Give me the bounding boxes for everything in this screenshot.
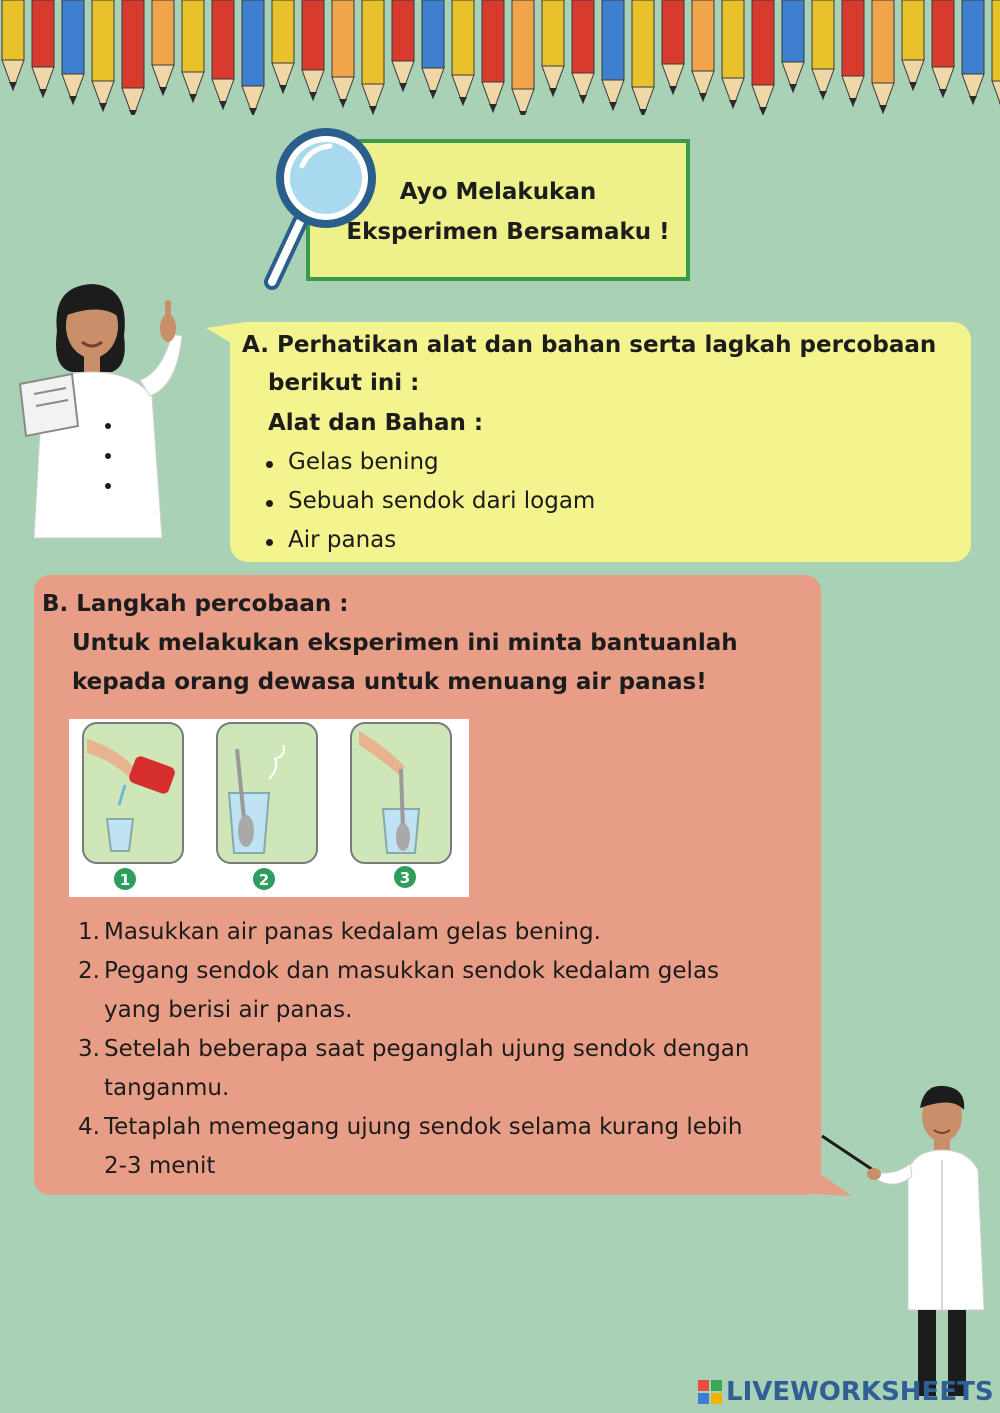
step-text: Tetaplah memegang ujung sendok selama kurang lebih	[104, 1114, 743, 1140]
pencil-icon	[962, 0, 984, 104]
pencil-icon	[122, 0, 144, 115]
liveworksheets-logo-icon	[698, 1380, 722, 1404]
pencil-icon	[212, 0, 234, 109]
liveworksheets-watermark	[726, 1377, 994, 1407]
step-1-label: 1	[119, 871, 131, 889]
step-number: 2.	[78, 958, 100, 984]
pencil-icon	[452, 0, 474, 105]
pencil-icon	[332, 0, 354, 107]
pencil-icon	[272, 0, 294, 93]
step-1-panel-image	[83, 723, 183, 863]
pencil-icon	[2, 0, 24, 90]
step-text: 2-3 menit	[104, 1153, 216, 1179]
step-2-label: 2	[258, 871, 270, 889]
pencil-icon	[62, 0, 84, 104]
pencil-icon	[632, 0, 654, 115]
pencil-icon	[542, 0, 564, 96]
pencil-icon	[302, 0, 324, 100]
male-scientist-illustration	[816, 1080, 1000, 1400]
pencil-icon	[932, 0, 954, 97]
pencil-icon	[602, 0, 624, 110]
step-text: yang berisi air panas.	[104, 997, 353, 1023]
pencil-icon	[992, 0, 1000, 111]
tool-item: Sebuah sendok dari logam	[288, 488, 596, 514]
pencil-icon	[692, 0, 714, 101]
magnifier-icon	[258, 122, 378, 292]
pencil-icon	[242, 0, 264, 115]
tool-item: Air panas	[288, 527, 397, 553]
pencil-icon	[842, 0, 864, 106]
step-text: tanganmu.	[104, 1075, 230, 1101]
step-number: 3.	[78, 1036, 100, 1062]
safety-warning-line-1: Untuk melakukan eksperimen ini minta bantuanlah	[72, 630, 738, 656]
section-a-heading: A. Perhatikan alat dan bahan serta lagkah percobaan	[242, 332, 937, 358]
watermark-text: LIVEWORKSHEETS	[726, 1377, 994, 1407]
pencil-border-decoration	[0, 0, 1000, 115]
step-3-panel-image	[351, 723, 451, 863]
step-2-panel-image	[217, 723, 317, 863]
step-number: 4.	[78, 1114, 100, 1140]
pencil-icon	[872, 0, 894, 113]
pencil-icon	[152, 0, 174, 95]
pencil-icon	[662, 0, 684, 94]
female-scientist-illustration	[12, 276, 202, 546]
pencil-icon	[752, 0, 774, 115]
pencil-icon	[362, 0, 384, 114]
step-number: 1.	[78, 919, 100, 945]
section-a-heading-continued: berikut ini :	[268, 370, 420, 396]
pencil-icon	[812, 0, 834, 99]
pencil-icon	[512, 0, 534, 115]
pencil-icon	[482, 0, 504, 112]
section-b-heading: B. Langkah percobaan :	[42, 591, 349, 617]
tool-item: Gelas bening	[288, 449, 439, 475]
pencil-icon	[92, 0, 114, 111]
pencil-icon	[902, 0, 924, 90]
step-text: Masukkan air panas kedalam gelas bening.	[104, 919, 601, 945]
title-line-2: Eksperimen Bersamaku !	[346, 219, 670, 245]
pencil-icon	[572, 0, 594, 103]
section-a-tools-panel	[230, 322, 971, 562]
pencil-icon	[32, 0, 54, 97]
section-b-steps-panel	[34, 575, 821, 1195]
title-line-1: Ayo Melakukan	[399, 179, 597, 205]
step-text: Setelah beberapa saat peganglah ujung sendok dengan	[104, 1036, 750, 1062]
experiment-steps-illustration	[69, 719, 469, 897]
pencil-icon	[182, 0, 204, 102]
pencil-icon	[392, 0, 414, 91]
pencil-icon	[782, 0, 804, 92]
step-text: Pegang sendok dan masukkan sendok kedalam gelas	[104, 958, 720, 984]
safety-warning-line-2: kepada orang dewasa untuk menuang air panas!	[72, 669, 707, 695]
tools-title: Alat dan Bahan :	[268, 410, 484, 436]
pencil-icon	[422, 0, 444, 98]
step-3-label: 3	[399, 869, 411, 887]
pencil-icon	[722, 0, 744, 108]
